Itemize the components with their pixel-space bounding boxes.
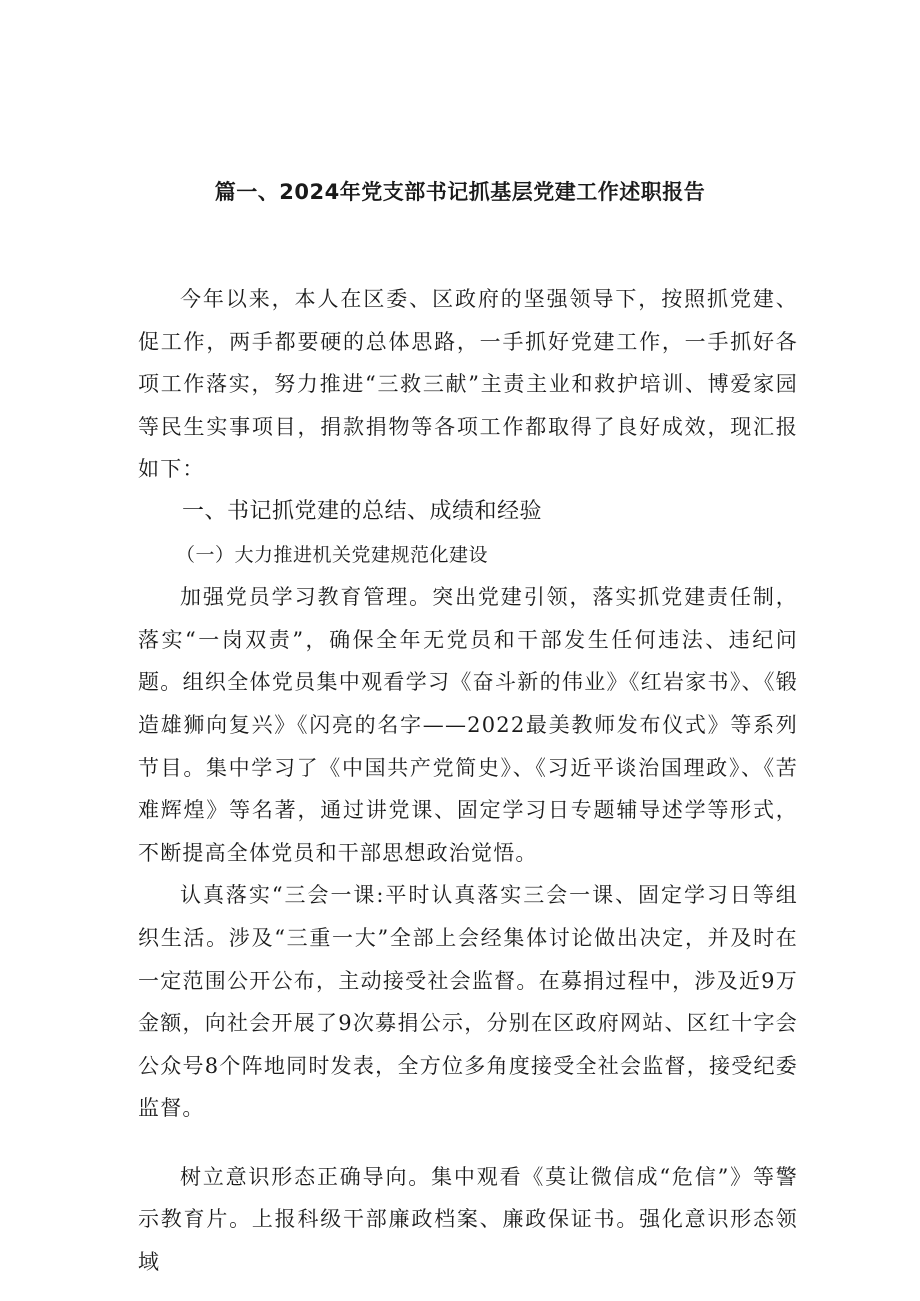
body-paragraph-ideology: 树立意识形态正确导向。集中观看《莫让微信成“危信”》等警示教育片。上报科级干部廉政档案、廉政保证书。强化意识形态领域 bbox=[138, 1164, 798, 1275]
document-body bbox=[138, 278, 798, 1284]
subsection-heading: （一）大力推进机关党建规范化建设 bbox=[176, 543, 489, 566]
intro-paragraph: 今年以来，本人在区委、区政府的坚强领导下，按照抓党建、促工作，两手都要硬的总体思路，一手抓好党建工作，一手抓好各项工作落实，努力推进“三救三献”主责主业和救护培训、博爱家园等民生实事项目，捐款捐物等各项工作都取得了良好成效，现汇报如下： bbox=[138, 287, 798, 482]
body-paragraph-study: 加强党员学习教育管理。突出党建引领，落实抓党建责任制，落实“一岗双责”，确保全年无党员和干部发生任何违法、违纪问题。组织全体党员集中观看学习《奋斗新的伟业》《红岩家书》、《锻造雄狮向复兴》《闪亮的名字——2022最美教师发布仪式》等系列节目。集中学习了《中国共产党简史》、《习近平谈治国理政》、《苦难辉煌》等名著，通过讲党课、固定学习日专题辅导述学等形式，不断提高全体党员和干部思想政治觉悟。 bbox=[138, 585, 798, 865]
document-title: 篇一、2024年党支部书记抓基层党建工作述职报告 bbox=[214, 180, 706, 204]
section-heading: 一、书记抓党建的总结、成绩和经验 bbox=[182, 498, 543, 524]
body-paragraph-meetings: 认真落实“三会一课:平时认真落实三会一课、固定学习日等组织生活。涉及“三重一大”全部上会经集体讨论做出决定，并及时在一定范围公开公布，主动接受社会监督。在募捐过程中，涉及近9万金额，向社会开展了9次募捐公示，分别在区政府网站、区红十字会公众号8个阵地同时发表，全方位多角度接受全社会监督，接受纪委监督。 bbox=[138, 883, 798, 1121]
